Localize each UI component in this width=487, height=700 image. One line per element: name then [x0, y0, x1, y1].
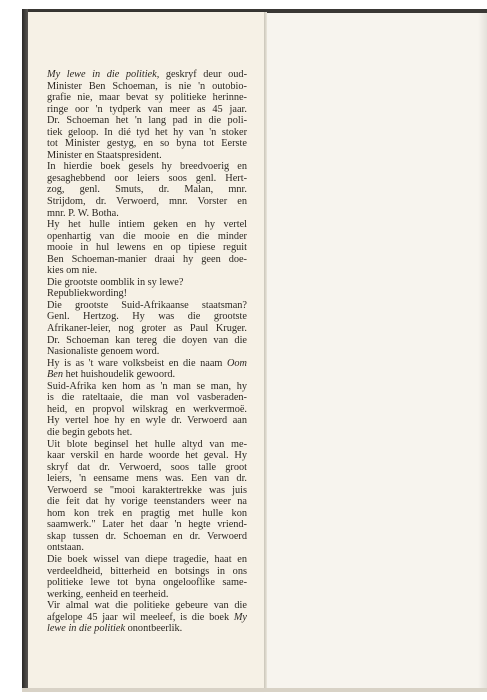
blurb-line: grafie nie, maar bevat sy politieke herinne-: [47, 92, 247, 104]
blurb-line: tot Minister gestyg, en so byna tot Eerste: [47, 138, 247, 150]
blurb-line: is die rateltaaie, die man vol vasberaden-: [47, 392, 247, 404]
blurb-line: Genl. Hertzog. Hy was die grootste: [47, 311, 247, 323]
blurb-line: Strijdom, dr. Verwoerd, mnr. Vorster en: [47, 196, 247, 208]
blurb-line: Hy is as 't ware volksbeist en die naam Oom: [47, 357, 247, 369]
blurb-line: verdeeldheid, bitterheid en botsings in ons: [47, 565, 247, 577]
blurb-line: My lewe in die politiek, geskryf deur oud-: [47, 69, 247, 80]
blurb-line: skryf dat dr. Verwoerd, soos talle groot: [47, 461, 247, 473]
blurb-line: Vir almal wat die politieke gebeure van die: [47, 600, 247, 612]
blurb-line: die feit dat hy vorige teenstanders weer na: [47, 496, 247, 508]
blurb-line: mnr. P. W. Botha.: [47, 207, 119, 219]
blurb-line: mooie in hul lewens en op tipiese reguit: [47, 242, 247, 254]
blurb-line: lewe in die politiek onontbeerlik.: [47, 623, 183, 635]
blurb-line: kies om nie.: [47, 265, 98, 277]
blurb-line: hom kon trek en pragtig met hulle kon: [47, 507, 247, 519]
blurb-line: Die boek wissel van diepe tragedie, haat en: [47, 553, 247, 565]
book-title-italic: My lewe in die politiek,: [47, 69, 160, 80]
blurb-line: Republiekwording!: [47, 288, 128, 300]
blurb-line: ontstaan.: [47, 542, 84, 554]
blurb-line: gesaghebbend oor leiers soos genl. Hert-: [47, 172, 247, 184]
blurb-line: Hy het hulle intiem geken en hy vertel: [47, 219, 247, 231]
blurb-line: werking, eenheid en teerheid.: [47, 588, 169, 600]
blurb-line: openhartig van die mooie en die minder: [47, 230, 247, 242]
flap-fold: [264, 12, 267, 690]
blurb-line: politieke lewe tot byna ongelooflike same-: [47, 577, 247, 589]
blurb-line: kaar verskil en harde woorde het geval. Hy: [47, 450, 247, 462]
blurb-line: Ben het huishoudelik gewoord.: [47, 369, 176, 381]
blurb-line: saamwerk." Later het daar 'n hegte vriend-: [47, 519, 247, 531]
blurb-line: Minister Ben Schoeman, is nie 'n outobio-: [47, 80, 247, 92]
blurb-line: Ben Schoeman-manier draai hy geen doe-: [47, 253, 247, 265]
blurb-line: Nasionaliste genoem word.: [47, 346, 160, 358]
book-title-italic: lewe in die politiek: [47, 623, 126, 635]
blurb-line: Minister en Staatspresident.: [47, 149, 162, 161]
blurb-line: Hy vertel hoe hy en wyle dr. Verwoerd aan: [47, 415, 247, 427]
blank-inner-page: [267, 13, 487, 690]
blurb-line: In hierdie boek gesels hy breedvoerig en: [47, 161, 247, 173]
blurb-line: Die grootste Suid-Afrikaanse staatsman?: [47, 299, 247, 311]
blurb-line: ringe oor 'n tydperk van meer as 45 jaar.: [47, 103, 247, 115]
blurb-line: Dr. Schoeman het 'n lang pad in die poli-: [47, 115, 247, 127]
blurb-line: Die grootste oomblik in sy lewe?: [47, 276, 184, 288]
page-edge-shadow: [478, 13, 487, 690]
blurb-line: tiek geloop. In dié tyd het hy van 'n stoker: [47, 126, 247, 138]
blurb-line: zog, genl. Smuts, dr. Malan, mnr.: [47, 184, 247, 196]
blurb-line: afgelope 45 jaar wil meeleef, is die boek My: [47, 611, 247, 623]
blurb-line: Suid-Afrika ken hom as 'n man se man, hy: [47, 380, 247, 392]
blurb-line: skap tussen dr. Schoeman en dr. Verwoerd: [47, 530, 247, 542]
book-bottom-edge: [22, 688, 487, 692]
blurb-line: Dr. Schoeman kan tereg die doyen van die: [47, 334, 247, 346]
blurb-line: leiers, 'n eensame mens was. Een van dr.: [47, 473, 247, 485]
blurb-line: Verwoerd se "mooi karaktertrekke was juis: [47, 484, 247, 496]
flap-blurb: [47, 69, 247, 635]
blurb-line: Uit blote beginsel het hulle altyd van me-: [47, 438, 247, 450]
blurb-line: die begin gebots het.: [47, 426, 133, 438]
blurb-line: heid, en propvol wilskrag en werkvermoë.: [47, 403, 247, 415]
blurb-line: Afrikaner-leier, nog groter as Paul Kruger.: [47, 323, 247, 335]
